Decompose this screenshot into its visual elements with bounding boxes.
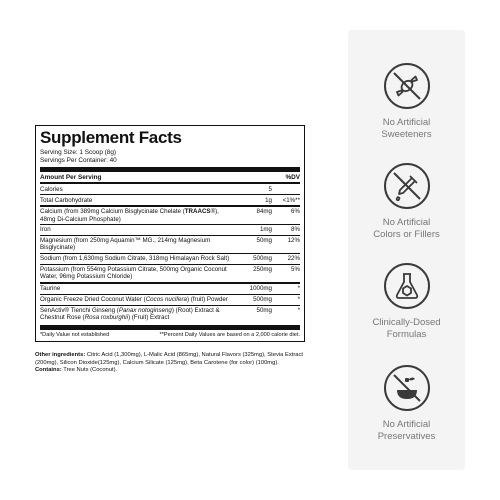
footnote-percent-dv: **Percent Daily Values are based on a 2,000 calorie diet. bbox=[159, 331, 300, 338]
claims-card bbox=[348, 30, 465, 470]
servings-per-container: Servings Per Container: 40 bbox=[40, 156, 117, 164]
supplement-facts-panel bbox=[35, 125, 305, 342]
row-calcium: Calcium (from 389mg Calcium Bisglycinate Chelate (TRAACS®), 48mg Di-Calcium Phosphate) 84mg 6% bbox=[40, 208, 300, 223]
claim-clinically-dosed: Clinically-Dosed Formulas bbox=[348, 263, 465, 341]
row-calories: Calories 5 bbox=[40, 185, 272, 193]
other-ingredients: Other ingredients: Citric Acid (1,300mg), L-Malic Acid (865mg), Natural Flavors (325mg), Stevia Extract (200mg), Silicon Dioxide(125mg), Calcium Silicate (125mg), Beta Carotene (for color) (100mg). Contains: Tree Nuts (Coconut). bbox=[35, 352, 304, 374]
header-dv: %DV bbox=[285, 173, 300, 181]
row-sodium: Sodium (from 1,630mg Sodium Citrate, 318mg Himalayan Rock Salt) 500mg 22% bbox=[40, 255, 300, 263]
no-candy-icon bbox=[384, 63, 430, 109]
facts-title: Supplement Facts bbox=[40, 128, 182, 147]
header-amount: Amount Per Serving bbox=[40, 173, 102, 181]
claim-no-artificial-colors: No Artificial Colors or Fillers bbox=[348, 163, 465, 241]
row-senactiv: SenActiv® Tienchi Ginseng (Panax notoginseng) (Root) Extract & Chestnut Rose (Rosa roxburghii) (Fruit) Extract 50mg * bbox=[40, 307, 300, 322]
row-carbohydrate: Total Carbohydrate 1g <1%** bbox=[40, 196, 300, 204]
row-iron: Iron 1mg 8% bbox=[40, 226, 300, 234]
no-preservatives-icon bbox=[384, 365, 430, 411]
row-potassium: Potassium (from 554mg Potassium Citrate, 500mg Organic Coconut Water, 96mg Potassium Chloride) 250mg 5% bbox=[40, 266, 300, 281]
no-dropper-icon bbox=[384, 163, 430, 209]
row-magnesium: Magnesium (from 250mg Aquamin™ MG., 214mg Magnesium Bisglycinate) 50mg 12% bbox=[40, 237, 300, 252]
footnote-row bbox=[40, 330, 300, 338]
row-coconut-water: Organic Freeze Dried Coconut Water (Cocos nucifera) (fruit) Powder 500mg * bbox=[40, 296, 300, 304]
footnote-dv-not-established: *Daily Value not established bbox=[40, 331, 110, 338]
facts-header-row bbox=[40, 172, 300, 182]
serving-size: Serving Size: 1 Scoop (8g) bbox=[40, 148, 117, 156]
flask-molecule-icon bbox=[384, 263, 430, 309]
claim-no-artificial-preservatives: No Artificial Preservatives bbox=[348, 365, 465, 443]
claim-no-artificial-sweeteners: No Artificial Sweeteners bbox=[348, 63, 465, 141]
row-taurine: Taurine 1000mg * bbox=[40, 285, 300, 293]
